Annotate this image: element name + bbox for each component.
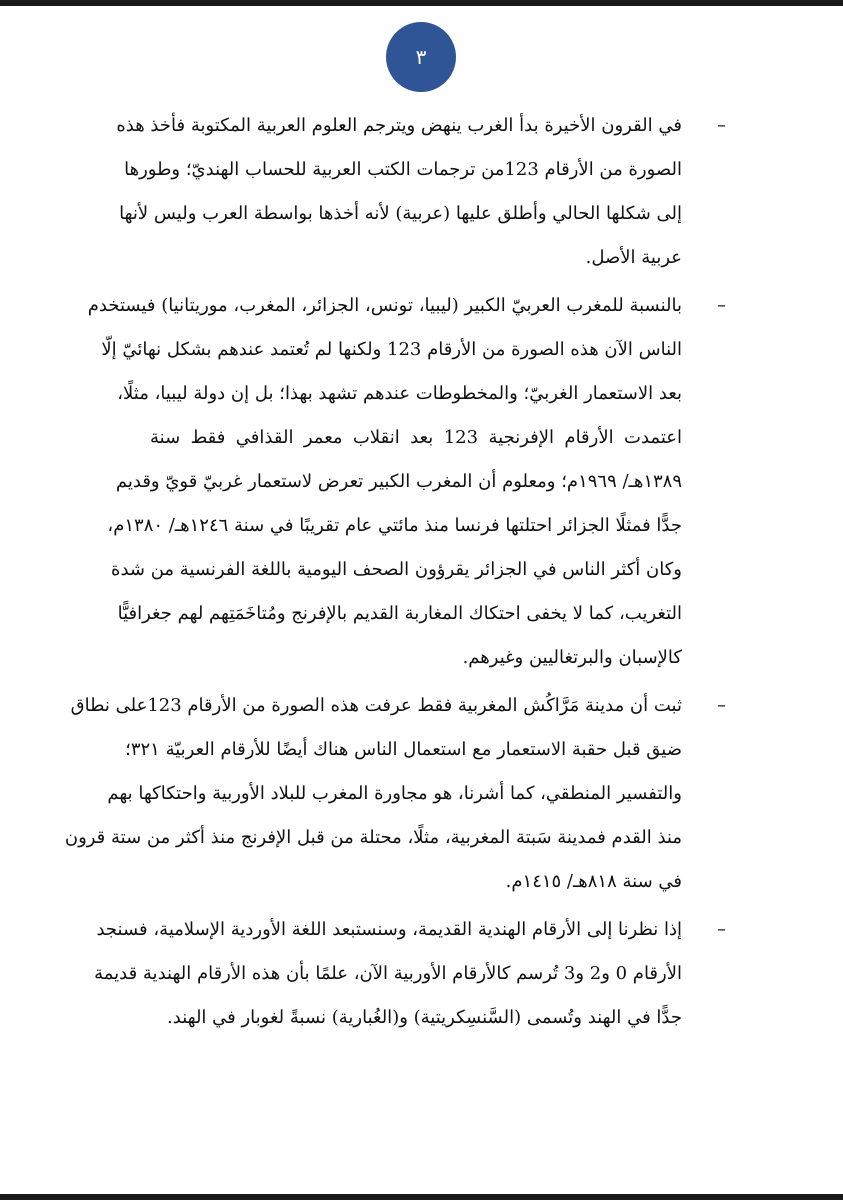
text-line: إلى شكلها الحالي وأطلق عليها (عربية) لأنه أخذها بواسطة العرب وليس لأنها [119, 203, 682, 224]
bullet-paragraph-3 [64, 684, 726, 904]
bullet-dash: – [717, 295, 726, 316]
top-border [0, 0, 843, 6]
text-line: والتفسير المنطقي، كما أشرنا، هو مجاورة المغرب للبلاد الأوربية واحتكاكها بهم [107, 783, 682, 804]
text-line: في سنة ٨١٨هـ/ ١٤١٥م. [505, 871, 682, 892]
text-line: جدًّا في الهند وتُسمى (السَّنسِكريتية) و(الغُبارية) نسبةً لغوبار في الهند. [167, 1007, 682, 1028]
text-line: وكان أكثر الناس في الجزائر يقرؤون الصحف اليومية باللغة الفرنسية من شدة [111, 559, 682, 580]
bullet-paragraph-4 [94, 908, 726, 1040]
bullet-dash: – [717, 115, 726, 136]
text-line: بعد الاستعمار الغربيّ؛ والمخطوطات عندهم تشهد بهذا؛ بل إن دولة ليبيا، مثلًا، [117, 383, 682, 404]
text-line: التغريب، كما لا يخفى احتكاك المغاربة القديم بالإفرنج ومُتاخَمَتِهم لهم جغرافيًّا [117, 603, 682, 624]
text-line: ١٣٨٩هـ/ ١٩٦٩م؛ ومعلوم أن المغرب الكبير تعرض لاستعمار غربيّ قويّ وقديم [115, 471, 682, 492]
text-line: الأرقام 0 و2 و3 تُرسم كالأرقام الأوربية الآن، علمًا بأن هذه الأرقام الهندية قديمة [94, 963, 682, 984]
text-line: بالنسبة للمغرب العربيّ الكبير (ليبيا، تونس، الجزائر، المغرب، موريتانيا) فيستخدم [87, 295, 682, 316]
text-line: إذا نظرنا إلى الأرقام الهندية القديمة، وسنستبعد اللغة الأوردية الإسلامية، فسنجد [96, 919, 682, 940]
text-line: عربية الأصل. [585, 247, 682, 268]
text-line: جدًّا فمثلًا الجزائر احتلتها فرنسا منذ مائتي عام تقريبًا في سنة ١٢٤٦هـ/ ١٣٨٠م، [107, 515, 682, 536]
bottom-border [0, 1194, 843, 1200]
bullet-dash: – [717, 919, 726, 940]
text-line: كالإسبان والبرتغاليين وغيرهم. [462, 647, 682, 668]
document-body [64, 104, 726, 1044]
bullet-dash: – [717, 695, 726, 716]
page-number-badge [386, 22, 456, 92]
text-line: الصورة من الأرقام 123من ترجمات الكتب العربية للحساب الهنديّ؛ وطورها [124, 159, 682, 180]
text-line: الناس الآن هذه الصورة من الأرقام 123 ولكنها لم تُعتمد عندهم بشكل نهائيّ إلّا [101, 339, 682, 360]
text-line: في القرون الأخيرة بدأ الغرب ينهض ويترجم العلوم العربية المكتوبة فأخذ هذه [116, 115, 682, 136]
bullet-paragraph-1 [116, 104, 726, 280]
text-line: ضيق قبل حقبة الاستعمار مع استعمال الناس هناك أيضًا للأرقام العربيّة ٣٢١؛ [125, 739, 682, 760]
page-number: ٣ [415, 45, 427, 69]
text-line: اعتمدت الأرقام الإفرنجية 123 بعد انقلاب معمر القذافي فقط سنة [150, 427, 683, 448]
text-line: منذ القدم فمدينة سَبتة المغربية، مثلًا، محتلة من قبل الإفرنج منذ أكثر من ستة قرون [64, 827, 682, 848]
bullet-paragraph-2 [87, 284, 726, 680]
text-line: ثبت أن مدينة مَرَّاكُش المغربية فقط عرفت هذه الصورة من الأرقام 123على نطاق [70, 695, 682, 716]
